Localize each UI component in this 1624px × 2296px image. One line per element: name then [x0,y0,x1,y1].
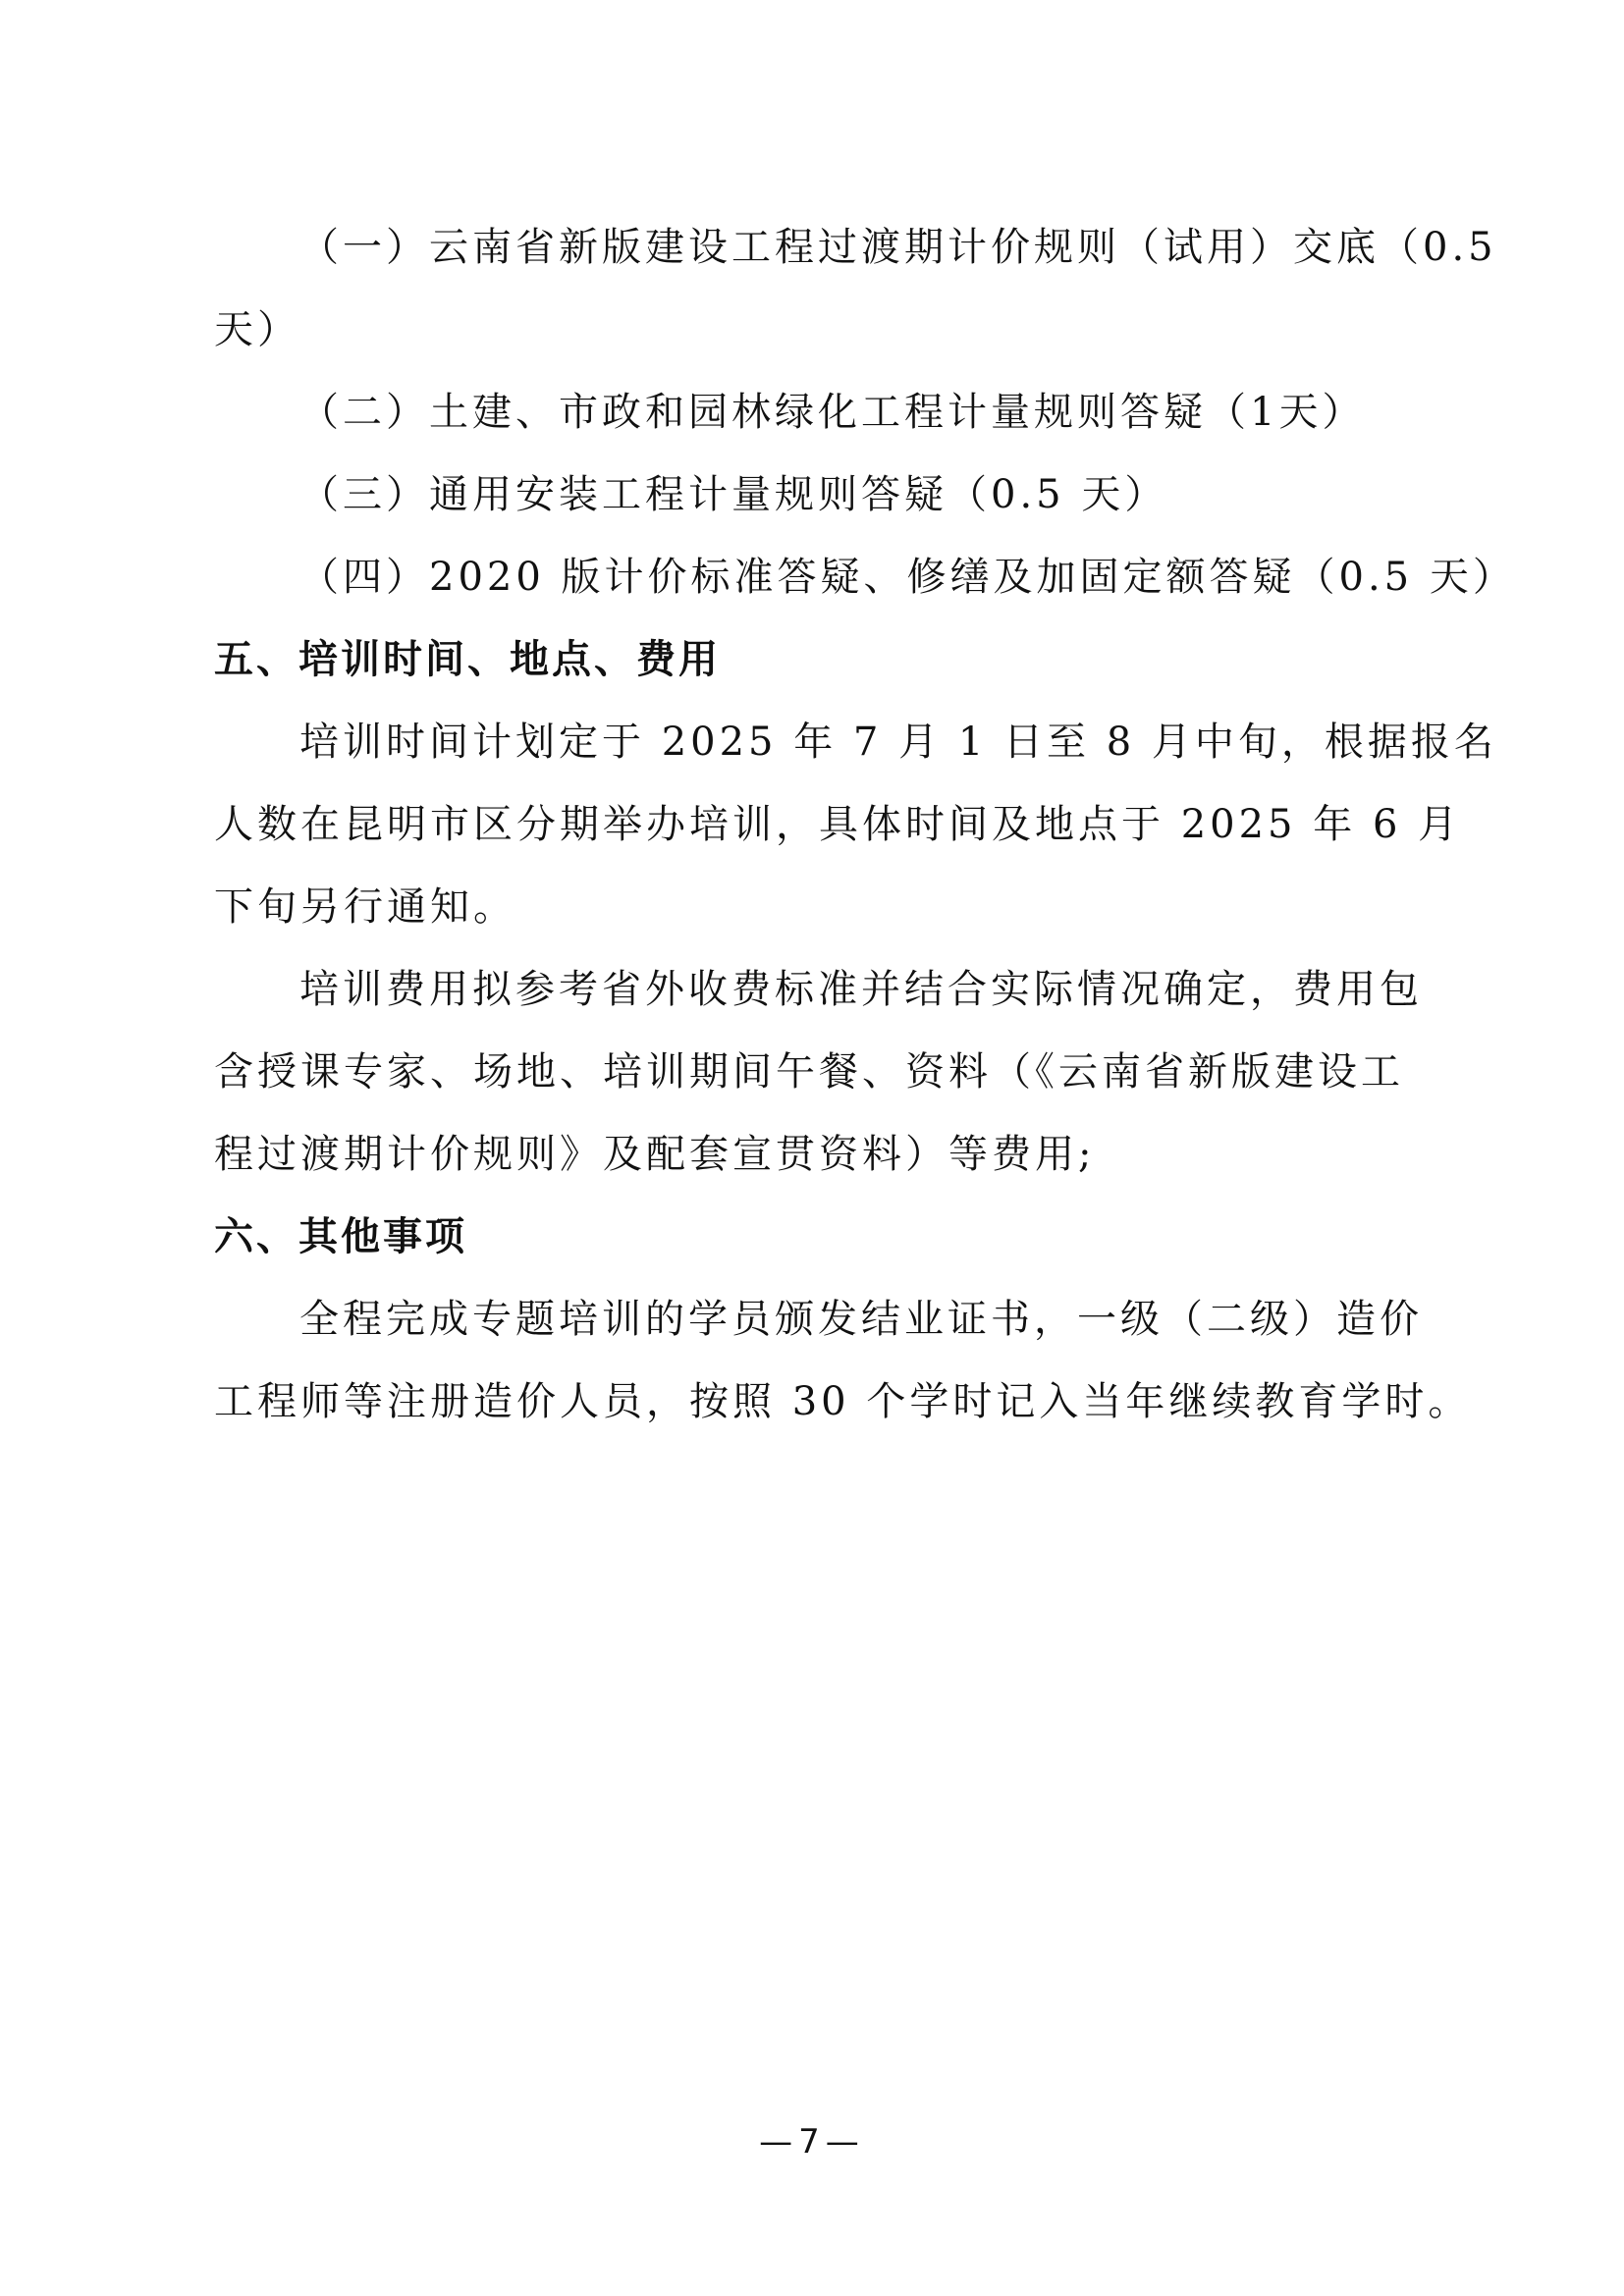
section-6-heading: 六、其他事项 [214,1214,467,1259]
section-6-para-1-line-1: 全程完成专题培训的学员颁发结业证书，一级（二级）造价 [299,1297,1423,1342]
section-5-para-2-line-2: 含授课专家、场地、培训期间午餐、资料（《云南省新版建设工 [214,1049,1404,1095]
course-item-3: （三）通用安装工程计量规则答疑（0.5 天） [299,472,1168,517]
course-item-1-line-1: （一）云南省新版建设工程过渡期计价规则（试用）交底（0.5 [299,225,1497,270]
course-item-1-line-2: 天） [214,307,300,352]
section-5-para-1-line-2: 人数在昆明市区分期举办培训，具体时间及地点于 2025 年 6 月 [214,802,1462,847]
section-5-para-1-line-1: 培训时间计划定于 2025 年 7 月 1 日至 8 月中旬，根据报名 [299,720,1497,765]
section-6-para-1-line-2: 工程师等注册造价人员，按照 30 个学时记入当年继续教育学时。 [214,1379,1472,1424]
course-item-2: （二）土建、市政和园林绿化工程计量规则答疑（1天） [299,390,1366,435]
section-5-para-1-line-3: 下旬另行通知。 [214,884,516,930]
section-5-para-2-line-1: 培训费用拟参考省外收费标准并结合实际情况确定，费用包 [299,967,1423,1012]
course-item-4: （四）2020 版计价标准答疑、修缮及加固定额答疑（0.5 天） [299,555,1516,600]
section-5-para-2-line-3: 程过渡期计价规则》及配套宣贯资料）等费用; [214,1132,1096,1177]
page-number: —7— [759,2122,865,2162]
section-5-heading: 五、培训时间、地点、费用 [214,637,721,682]
